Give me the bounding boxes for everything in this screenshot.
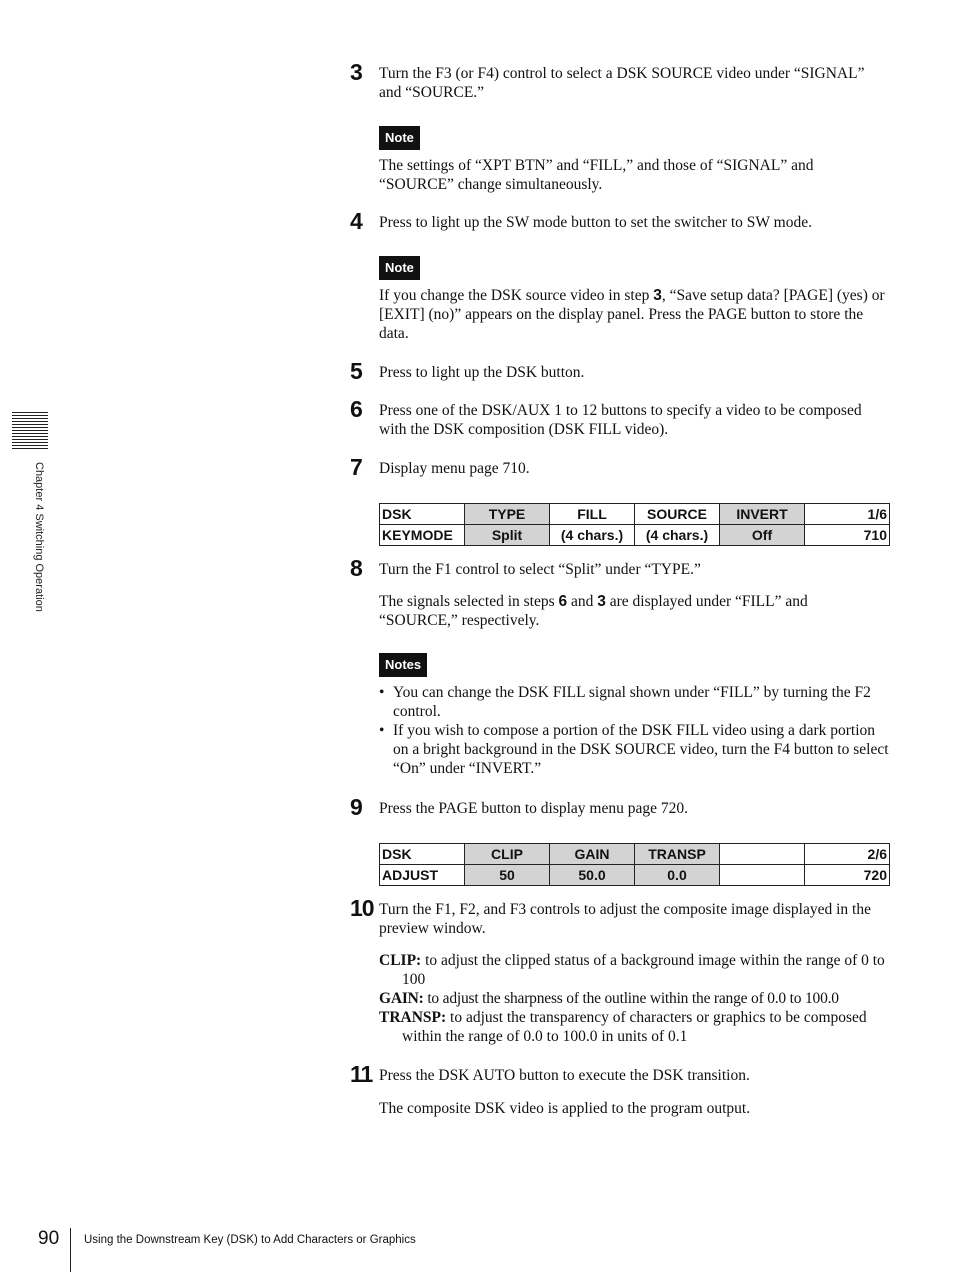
step-8-number: 8 (350, 555, 363, 581)
step-11-text: Press the DSK AUTO button to execute the DSK transition. (379, 1067, 750, 1084)
list-item: • You can change the DSK FILL signal shown under “FILL” by turning the F2 control. (379, 683, 889, 721)
page-number: 90 (38, 1228, 60, 1249)
note-2-text: If you change the DSK source video in step 3, “Save setup data? [PAGE] (yes) or [EXIT] (no)” appears on the display panel. Press the PAGE button to store the data. (379, 287, 885, 342)
table-cell: FILL (550, 504, 635, 525)
step-7-number: 7 (350, 454, 363, 480)
step-5-text: Press to light up the DSK button. (379, 364, 585, 381)
definition-term: CLIP: (379, 952, 422, 969)
definition-term: GAIN: (379, 990, 424, 1007)
table-cell (720, 865, 805, 886)
step-9-number: 9 (350, 794, 363, 820)
table-cell: TRANSP (635, 844, 720, 865)
notes-badge: Notes (379, 653, 427, 677)
footer-title: Using the Downstream Key (DSK) to Add Characters or Graphics (84, 1234, 416, 1246)
parameter-definitions (379, 951, 891, 1046)
table-cell: 2/6 (805, 844, 890, 865)
step-10-text: Turn the F1, F2, and F3 controls to adjust the composite image displayed in the preview window. (379, 901, 871, 937)
step-5-number: 5 (350, 358, 363, 384)
table-cell: DSK (380, 844, 465, 865)
table-cell: 720 (805, 865, 890, 886)
table-cell: (4 chars.) (635, 525, 720, 546)
table-cell (720, 844, 805, 865)
step-11-number: 11 (350, 1061, 373, 1087)
chapter-label: Chapter 4 Switching Operation (33, 462, 45, 612)
step-3-number: 3 (350, 59, 363, 85)
table-cell: CLIP (465, 844, 550, 865)
definition-term: TRANSP: (379, 1009, 447, 1026)
step-reference: 3 (653, 287, 662, 304)
step-10-number: 10 (350, 895, 374, 921)
table-row (380, 844, 890, 865)
table-cell: Split (465, 525, 550, 546)
table-row (380, 504, 890, 525)
step-8-paragraph: The signals selected in steps 6 and 3 are displayed under “FILL” and “SOURCE,” respectively. (379, 593, 808, 629)
definition-item: TRANSP: to adjust the transparency of characters or graphics to be composed within the range of 0.0 to 100.0 in units of 0.1 (379, 1009, 867, 1045)
table-cell: GAIN (550, 844, 635, 865)
step-6-text: Press one of the DSK/AUX 1 to 12 buttons to specify a video to be composed with the DSK composition (DSK FILL video). (379, 402, 862, 438)
step-reference: 3 (597, 593, 606, 610)
table-cell: SOURCE (635, 504, 720, 525)
table-cell: INVERT (720, 504, 805, 525)
chapter-tab-marker (12, 412, 48, 452)
step-8-text: Turn the F1 control to select “Split” under “TYPE.” (379, 561, 701, 578)
table-cell: DSK (380, 504, 465, 525)
step-9-text: Press the PAGE button to display menu page 720. (379, 800, 688, 817)
step-7-text: Display menu page 710. (379, 460, 530, 477)
menu-page-710-table (379, 503, 890, 546)
definition-item: GAIN: to adjust the sharpness of the outline within the range of 0.0 to 100.0 (379, 990, 839, 1007)
step-reference: 6 (558, 593, 568, 610)
step-6-number: 6 (350, 396, 363, 422)
step-11-paragraph: The composite DSK video is applied to the program output. (379, 1100, 751, 1117)
table-cell: TYPE (465, 504, 550, 525)
table-cell: 710 (805, 525, 890, 546)
step-3-text: Turn the F3 (or F4) control to select a DSK SOURCE video under “SIGNAL” and “SOURCE.” (379, 65, 865, 101)
step-4-text: Press to light up the SW mode button to set the switcher to SW mode. (379, 214, 812, 231)
table-cell: ADJUST (380, 865, 465, 886)
table-cell: (4 chars.) (550, 525, 635, 546)
table-row (380, 525, 890, 546)
table-row (380, 865, 890, 886)
list-item: • If you wish to compose a portion of the DSK FILL video using a dark portion on a bright background in the DSK SOURCE video, turn the F4 button to select “On” under “INVERT.” (379, 721, 889, 778)
definition-item: CLIP: to adjust the clipped status of a background image within the range of 0 to 100 (379, 952, 885, 988)
menu-page-720-table (379, 843, 890, 886)
table-cell: Off (720, 525, 805, 546)
footer-divider (70, 1228, 71, 1272)
table-cell: 0.0 (635, 865, 720, 886)
table-cell: 50.0 (550, 865, 635, 886)
note-badge: Note (379, 256, 420, 280)
note-1-text: The settings of “XPT BTN” and “FILL,” and those of “SIGNAL” and “SOURCE” change simultaneously. (379, 157, 814, 193)
step-4-number: 4 (350, 208, 363, 234)
table-cell: 1/6 (805, 504, 890, 525)
notes-list (379, 683, 889, 778)
table-cell: KEYMODE (380, 525, 465, 546)
table-cell: 50 (465, 865, 550, 886)
note-badge: Note (379, 126, 420, 150)
